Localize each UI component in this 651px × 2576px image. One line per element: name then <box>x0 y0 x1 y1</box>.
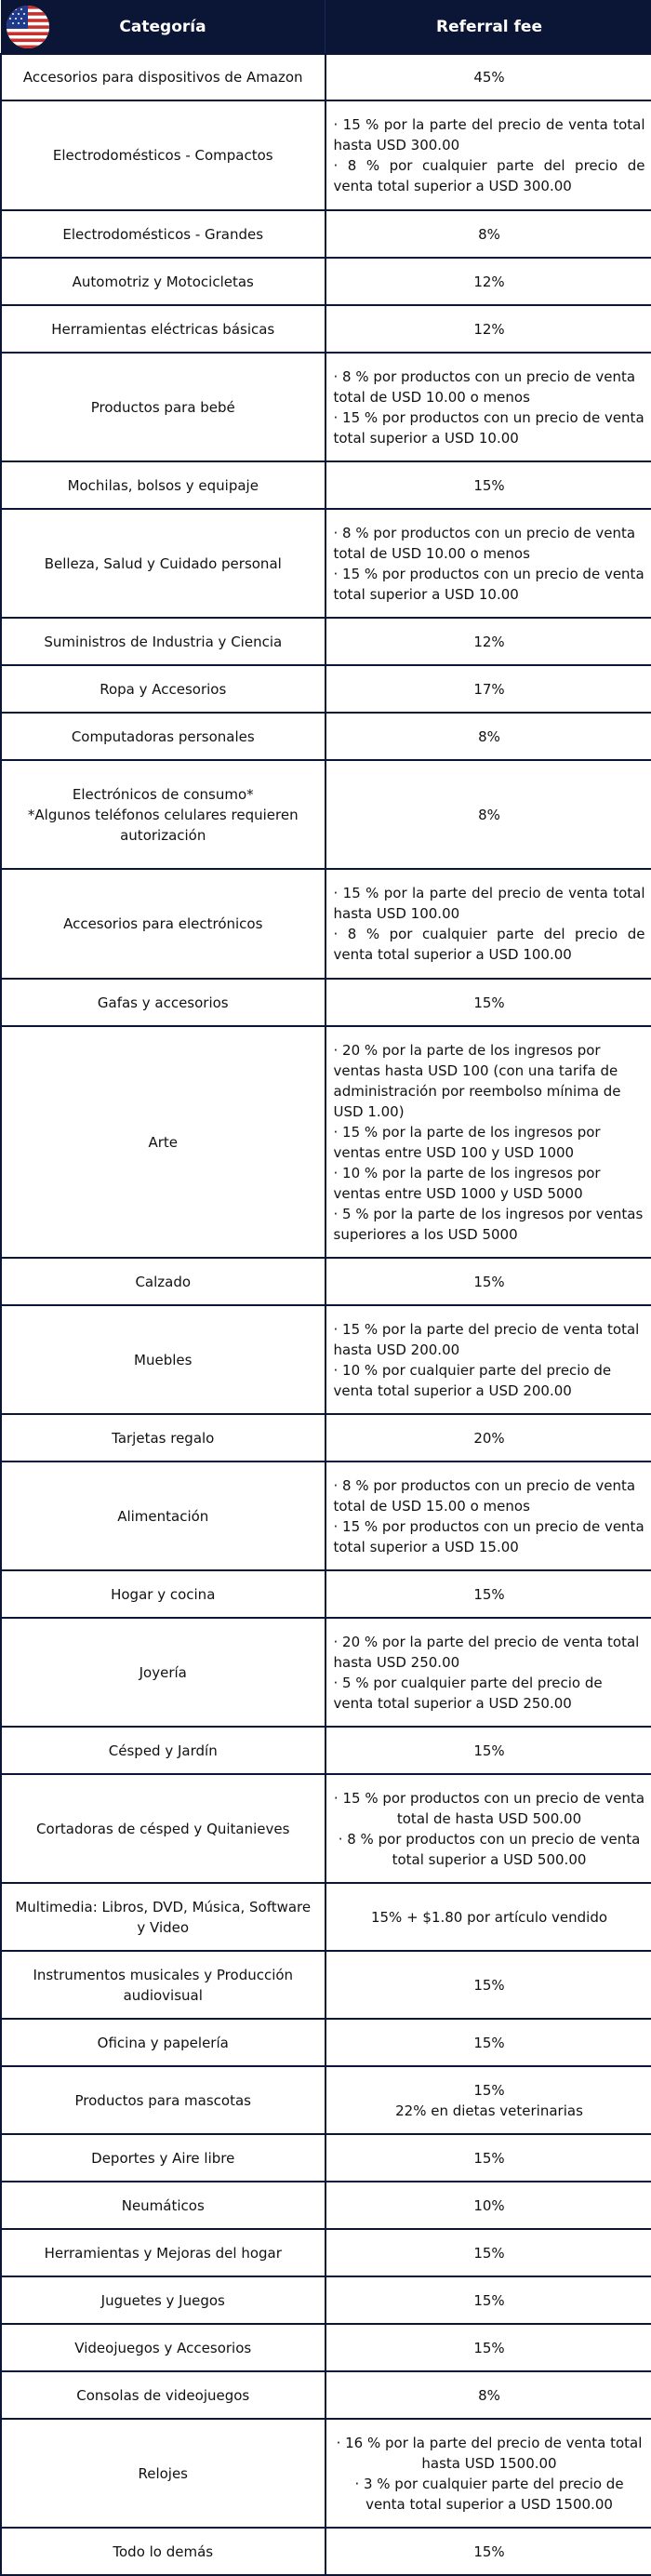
referral-fee-text: · 8 % por productos con un precio de venta total superior a USD 500.00 <box>334 1829 645 1870</box>
referral-fee-text: · 8 % por productos con un precio de venta total de USD 15.00 o menos <box>334 1475 645 1516</box>
category-text: Herramientas y Mejoras del hogar <box>9 2243 317 2263</box>
table-row <box>1 1570 651 1618</box>
category-cell <box>1 2419 326 2528</box>
category-text: Instrumentos musicales y Producción audiovisual <box>9 1965 317 2006</box>
category-text: Suministros de Industria y Ciencia <box>9 632 317 652</box>
category-cell <box>1 305 326 353</box>
referral-fee-text: 8% <box>334 2385 645 2406</box>
table-row <box>1 713 651 760</box>
category-text: Ropa y Accesorios <box>9 679 317 700</box>
table-row <box>1 2528 651 2575</box>
table-row <box>1 1026 651 1258</box>
referral-fee-text: 20% <box>334 1428 645 1448</box>
category-text: Videojuegos y Accesorios <box>9 2338 317 2358</box>
category-text: Neumáticos <box>9 2196 317 2216</box>
referral-fee-cell <box>326 353 651 461</box>
referral-fee-text: · 15 % por la parte de los ingresos por ventas entre USD 100 y USD 1000 <box>334 1122 645 1163</box>
referral-fee-text: · 8 % por productos con un precio de venta total de USD 10.00 o menos <box>334 523 645 564</box>
category-text: Muebles <box>9 1350 317 1370</box>
referral-fee-cell <box>326 509 651 618</box>
category-text: Productos para mascotas <box>9 2090 317 2111</box>
table-row <box>1 618 651 665</box>
category-cell <box>1 2019 326 2066</box>
referral-fee-text: · 20 % por la parte de los ingresos por ventas hasta USD 100 (con una tarifa de administración por reembolso mínima de USD 1.00) <box>334 1040 645 1122</box>
referral-fee-cell <box>326 2528 651 2575</box>
referral-fee-cell <box>326 713 651 760</box>
category-text: Oficina y papelería <box>9 2033 317 2053</box>
table-header-row <box>1 0 651 54</box>
category-cell <box>1 760 326 869</box>
referral-fee-cell <box>326 1727 651 1774</box>
table-row <box>1 2182 651 2229</box>
referral-fee-text: · 15 % por productos con un precio de venta total superior a USD 10.00 <box>334 407 645 448</box>
table-row <box>1 353 651 461</box>
referral-fee-cell <box>326 618 651 665</box>
us-flag-icon <box>7 6 49 48</box>
category-cell <box>1 713 326 760</box>
referral-fee-text: 15% <box>334 1584 645 1605</box>
referral-fee-cell <box>326 210 651 258</box>
table-row <box>1 258 651 305</box>
table-row <box>1 1774 651 1883</box>
referral-fee-text: · 15 % por la parte del precio de venta total hasta USD 100.00 <box>334 883 645 924</box>
referral-fee-header-label: Referral fee <box>436 18 542 36</box>
referral-fee-text: · 15 % por la parte del precio de venta total hasta USD 200.00 <box>334 1319 645 1360</box>
category-cell <box>1 2182 326 2229</box>
referral-fee-text: 12% <box>334 272 645 292</box>
referral-fee-text: 17% <box>334 679 645 700</box>
referral-fee-text: · 15 % por productos con un precio de venta total superior a USD 10.00 <box>334 564 645 605</box>
category-text: Deportes y Aire libre <box>9 2148 317 2169</box>
referral-fee-text: 15% <box>334 2542 645 2562</box>
table-row <box>1 1883 651 1951</box>
referral-fee-cell <box>326 1414 651 1462</box>
category-text: Arte <box>9 1132 317 1153</box>
category-cell <box>1 979 326 1026</box>
referral-fee-text: 15% <box>334 993 645 1013</box>
referral-fee-text: · 20 % por la parte del precio de venta total hasta USD 250.00 <box>334 1632 645 1673</box>
referral-fee-text: · 3 % por cualquier parte del precio de venta total superior a USD 1500.00 <box>334 2474 645 2515</box>
category-text: Alimentación <box>9 1506 317 1527</box>
referral-fee-text: · 8 % por cualquier parte del precio de venta total superior a USD 300.00 <box>334 155 645 196</box>
table-row <box>1 1618 651 1727</box>
category-text: Hogar y cocina <box>9 1584 317 1605</box>
referral-fee-cell <box>326 2324 651 2371</box>
table-row <box>1 461 651 509</box>
referral-fee-cell <box>326 869 651 979</box>
category-text: Computadoras personales <box>9 727 317 747</box>
referral-fee-text: 15% <box>334 1741 645 1761</box>
category-text: Herramientas eléctricas básicas <box>9 319 317 340</box>
table-body <box>1 54 651 2575</box>
referral-fee-text: 15% <box>334 2033 645 2053</box>
referral-fee-cell <box>326 665 651 713</box>
category-text: Accesorios para electrónicos <box>9 914 317 934</box>
referral-fee-cell <box>326 1883 651 1951</box>
table-row <box>1 760 651 869</box>
referral-fee-text: 15% <box>334 2080 645 2101</box>
category-cell <box>1 461 326 509</box>
category-text: Multimedia: Libros, DVD, Música, Software y Video <box>9 1897 317 1938</box>
category-text: Calzado <box>9 1272 317 1292</box>
referral-fee-text: · 8 % por productos con un precio de venta total de USD 10.00 o menos <box>334 367 645 407</box>
category-cell <box>1 1570 326 1618</box>
category-cell <box>1 1951 326 2019</box>
referral-fee-cell <box>326 1026 651 1258</box>
category-cell <box>1 100 326 210</box>
referral-fee-text: · 8 % por cualquier parte del precio de venta total superior a USD 100.00 <box>334 924 645 965</box>
category-text: Juguetes y Juegos <box>9 2290 317 2311</box>
referral-fee-cell <box>326 1462 651 1570</box>
table-row <box>1 2276 651 2324</box>
category-cell <box>1 869 326 979</box>
category-cell <box>1 1414 326 1462</box>
referral-fee-cell <box>326 2229 651 2276</box>
category-text: Electrodomésticos - Compactos <box>9 145 317 166</box>
table-row <box>1 305 651 353</box>
category-text: Belleza, Salud y Cuidado personal <box>9 554 317 574</box>
category-cell <box>1 2134 326 2182</box>
category-text: Productos para bebé <box>9 397 317 418</box>
table-row <box>1 1414 651 1462</box>
category-cell <box>1 258 326 305</box>
table-row <box>1 1305 651 1414</box>
category-cell <box>1 1258 326 1305</box>
category-cell <box>1 665 326 713</box>
referral-fee-text: 12% <box>334 632 645 652</box>
table-row <box>1 1727 651 1774</box>
referral-fee-text: 22% en dietas veterinarias <box>334 2101 645 2121</box>
table-row <box>1 1258 651 1305</box>
referral-fee-cell <box>326 100 651 210</box>
category-cell <box>1 210 326 258</box>
referral-fee-text: 45% <box>334 67 645 87</box>
table-row <box>1 869 651 979</box>
referral-fee-text: · 15 % por productos con un precio de venta total de hasta USD 500.00 <box>334 1788 645 1829</box>
referral-fee-text: · 10 % por la parte de los ingresos por ventas entre USD 1000 y USD 5000 <box>334 1163 645 1204</box>
referral-fee-text: 15% <box>334 2338 645 2358</box>
referral-fee-cell <box>326 2419 651 2528</box>
table-row <box>1 210 651 258</box>
category-cell <box>1 353 326 461</box>
category-column-header <box>1 0 326 54</box>
category-header-label: Categoría <box>119 18 206 36</box>
referral-fee-text: · 15 % por productos con un precio de venta total superior a USD 15.00 <box>334 1516 645 1557</box>
table-row <box>1 2134 651 2182</box>
category-text: Tarjetas regalo <box>9 1428 317 1448</box>
category-text: Consolas de videojuegos <box>9 2385 317 2406</box>
referral-fee-text: 15% <box>334 475 645 496</box>
category-cell <box>1 1883 326 1951</box>
category-text: Joyería <box>9 1662 317 1683</box>
category-cell <box>1 1618 326 1727</box>
category-cell <box>1 618 326 665</box>
referral-fee-cell <box>326 1951 651 2019</box>
referral-fee-text: · 16 % por la parte del precio de venta total hasta USD 1500.00 <box>334 2433 645 2474</box>
referral-fee-cell <box>326 258 651 305</box>
category-text: Electrónicos de consumo* <box>9 784 317 805</box>
table-row <box>1 509 651 618</box>
table-row <box>1 2324 651 2371</box>
referral-fee-text: · 5 % por cualquier parte del precio de venta total superior a USD 250.00 <box>334 1673 645 1714</box>
referral-fee-cell <box>326 54 651 100</box>
referral-fee-text: · 5 % por la parte de los ingresos por ventas superiores a los USD 5000 <box>334 1204 645 1245</box>
referral-fee-text: 10% <box>334 2196 645 2216</box>
table-row <box>1 100 651 210</box>
category-cell <box>1 54 326 100</box>
referral-fee-text: 15% <box>334 2290 645 2311</box>
category-cell <box>1 2066 326 2134</box>
referral-fee-text: 15% <box>334 1272 645 1292</box>
referral-fee-cell <box>326 760 651 869</box>
referral-fee-text: · 15 % por la parte del precio de venta total hasta USD 300.00 <box>334 114 645 155</box>
referral-fee-text: · 10 % por cualquier parte del precio de venta total superior a USD 200.00 <box>334 1360 645 1401</box>
category-cell <box>1 1026 326 1258</box>
referral-fee-text: 15% <box>334 1975 645 1995</box>
referral-fee-text: 8% <box>334 224 645 245</box>
category-cell <box>1 1462 326 1570</box>
category-cell <box>1 1727 326 1774</box>
referral-fee-text: 8% <box>334 805 645 825</box>
referral-fee-cell <box>326 1258 651 1305</box>
table-row <box>1 2371 651 2419</box>
referral-fee-cell <box>326 2066 651 2134</box>
category-cell <box>1 2528 326 2575</box>
category-text: Cortadoras de césped y Quitanieves <box>9 1819 317 1839</box>
table-row <box>1 665 651 713</box>
referral-fee-cell <box>326 1774 651 1883</box>
category-text: *Algunos teléfonos celulares requieren autorización <box>9 805 317 846</box>
category-text: Césped y Jardín <box>9 1741 317 1761</box>
referral-fee-cell <box>326 2019 651 2066</box>
referral-fee-cell <box>326 305 651 353</box>
category-text: Automotriz y Motocicletas <box>9 272 317 292</box>
referral-fee-text: 15% <box>334 2148 645 2169</box>
referral-fee-cell <box>326 1570 651 1618</box>
table-row <box>1 1951 651 2019</box>
category-text: Relojes <box>9 2463 317 2484</box>
table-row <box>1 979 651 1026</box>
table-row <box>1 2229 651 2276</box>
referral-fee-cell <box>326 2276 651 2324</box>
category-cell <box>1 2371 326 2419</box>
category-text: Gafas y accesorios <box>9 993 317 1013</box>
referral-fee-text: 12% <box>334 319 645 340</box>
category-cell <box>1 2324 326 2371</box>
category-text: Accesorios para dispositivos de Amazon <box>9 67 317 87</box>
table-row <box>1 54 651 100</box>
referral-fee-text: 15% <box>334 2243 645 2263</box>
referral-fee-text: 15% + $1.80 por artículo vendido <box>334 1907 645 1928</box>
table-row <box>1 2419 651 2528</box>
referral-fee-column-header <box>326 0 651 54</box>
referral-fee-cell <box>326 979 651 1026</box>
referral-fee-cell <box>326 1305 651 1414</box>
category-text: Todo lo demás <box>9 2542 317 2562</box>
category-cell <box>1 509 326 618</box>
referral-fee-text: 8% <box>334 727 645 747</box>
referral-fee-cell <box>326 2371 651 2419</box>
table-row <box>1 1462 651 1570</box>
table-row <box>1 2066 651 2134</box>
table-row <box>1 2019 651 2066</box>
referral-fee-cell <box>326 1618 651 1727</box>
category-cell <box>1 1774 326 1883</box>
category-cell <box>1 2229 326 2276</box>
referral-fee-cell <box>326 2134 651 2182</box>
referral-fee-cell <box>326 461 651 509</box>
category-cell <box>1 2276 326 2324</box>
category-cell <box>1 1305 326 1414</box>
category-text: Electrodomésticos - Grandes <box>9 224 317 245</box>
category-text: Mochilas, bolsos y equipaje <box>9 475 317 496</box>
referral-fee-cell <box>326 2182 651 2229</box>
